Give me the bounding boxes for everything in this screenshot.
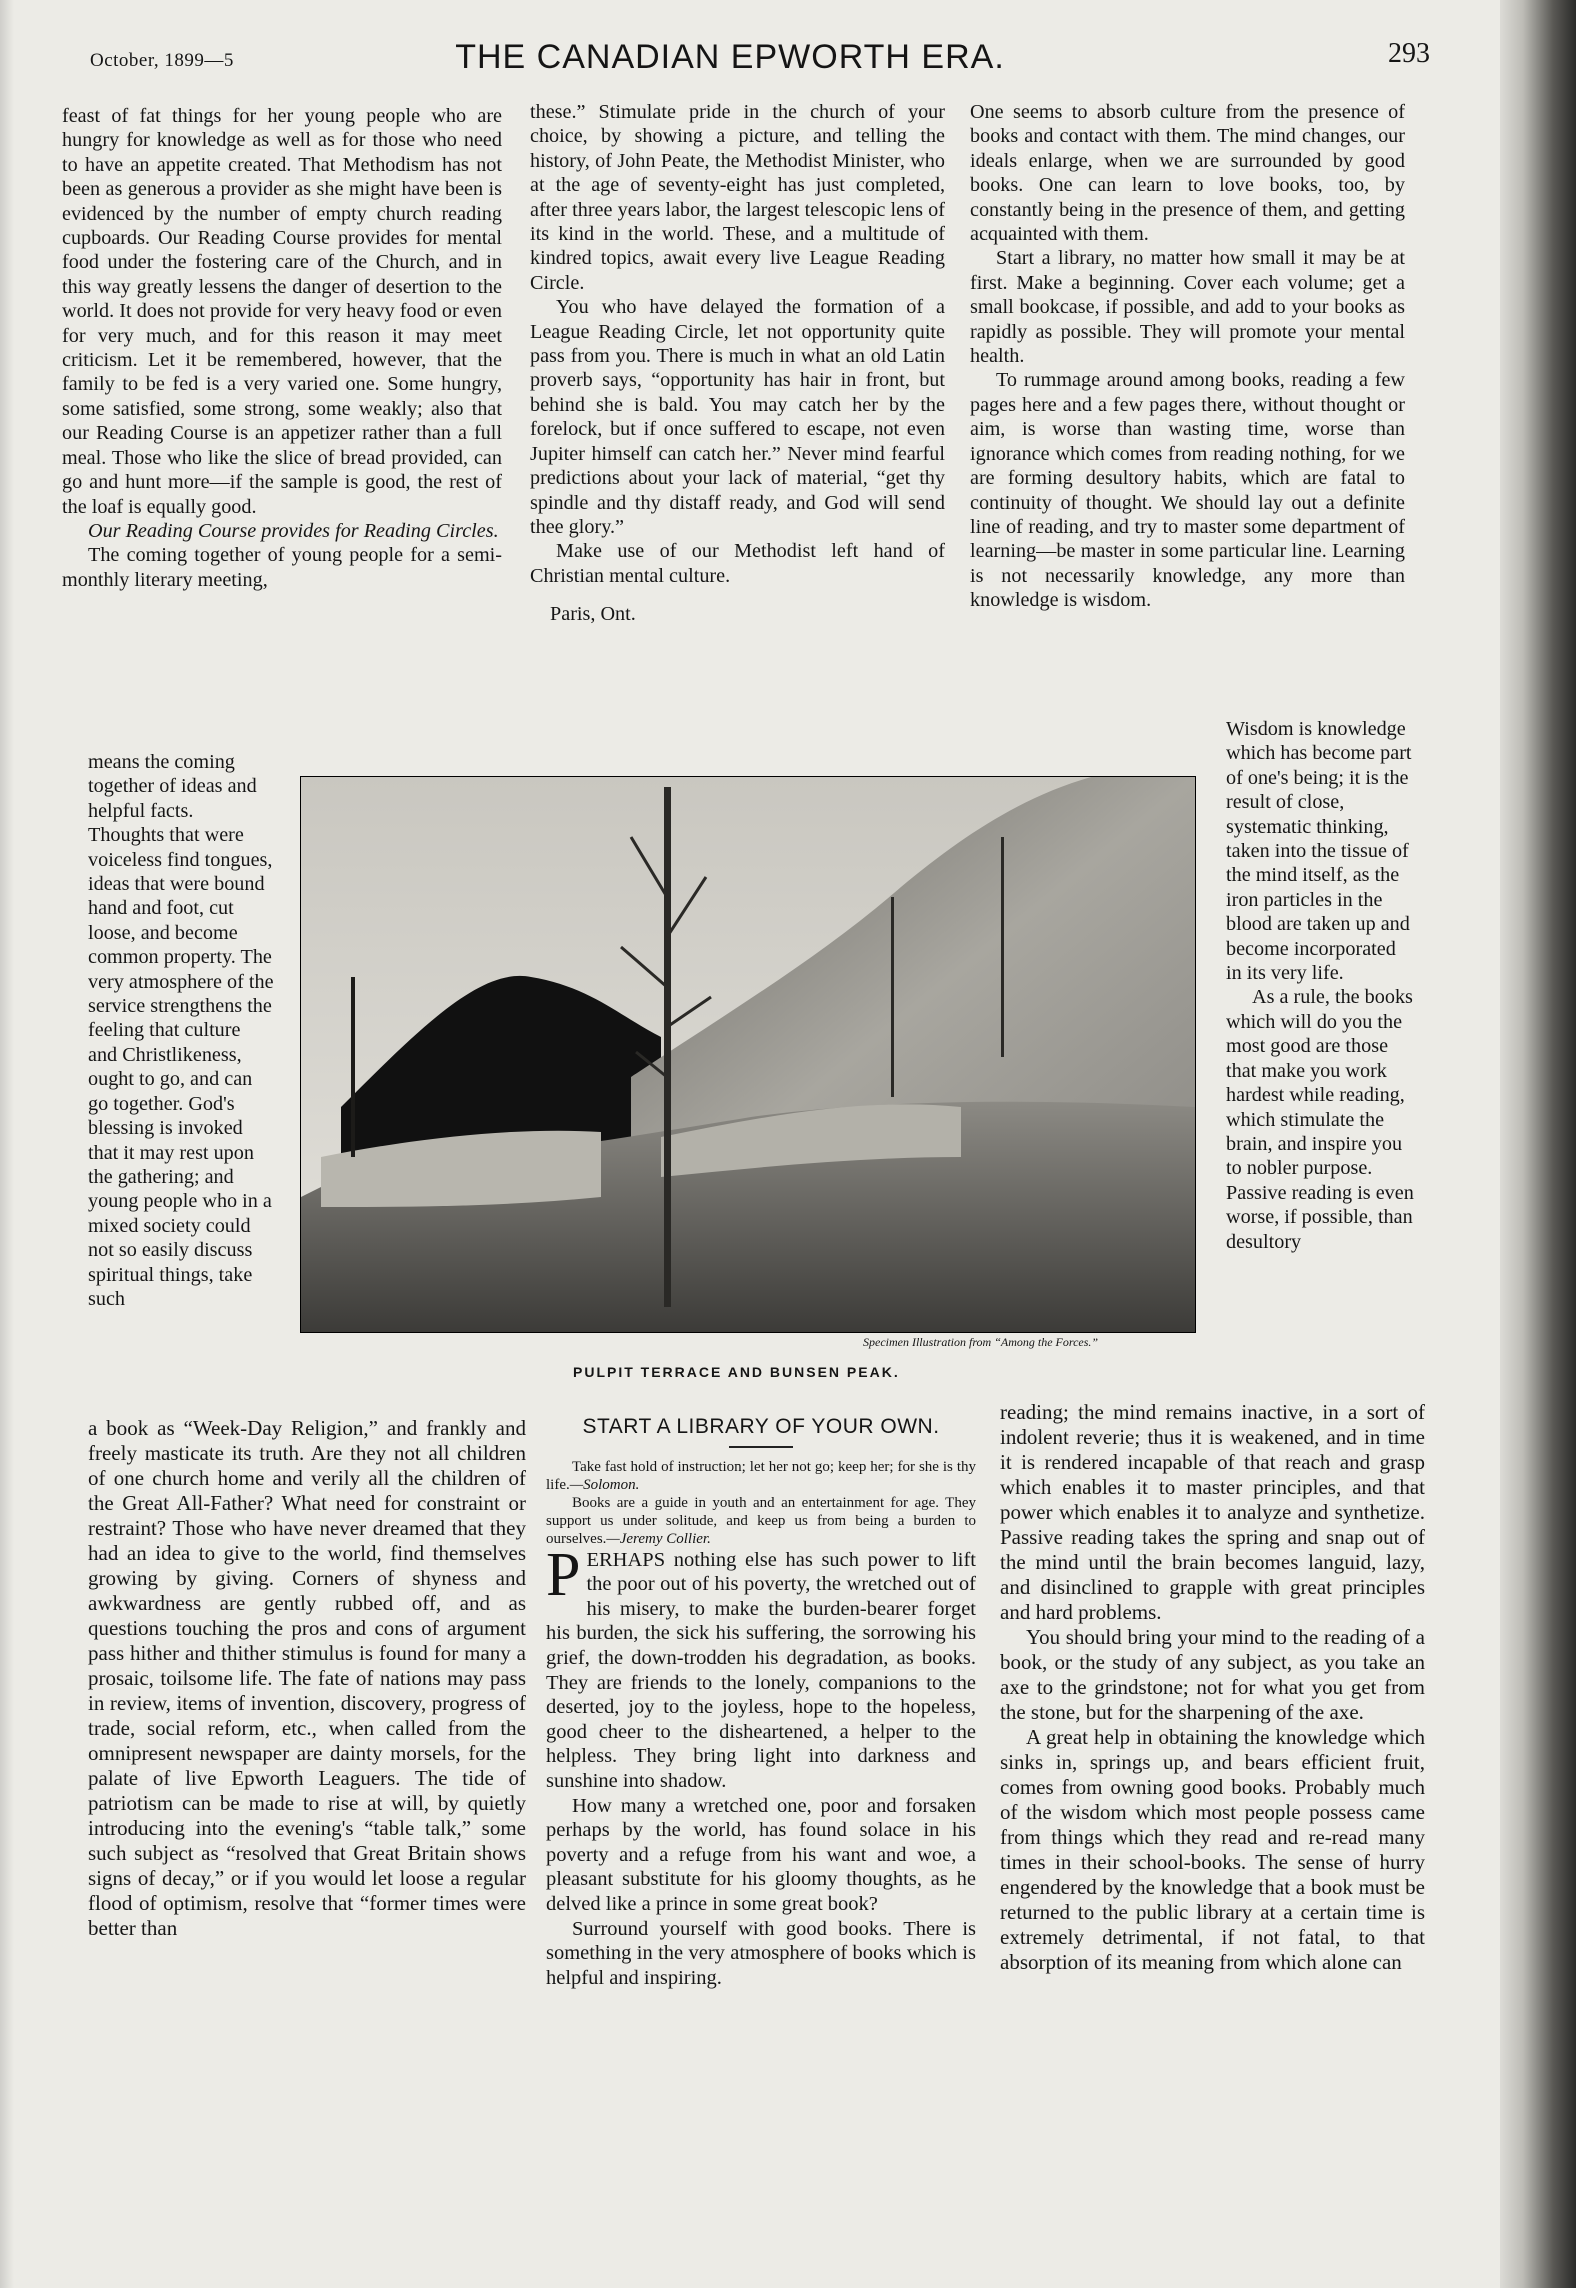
article-title: START A LIBRARY OF YOUR OWN. xyxy=(582,1415,940,1438)
paragraph: Wisdom is knowledge which has become part of one's being; it is the result of close, systematic thinking, taken into the tissue of the mind itself, as the iron particles in the blood are taken up and become incorporated in its very life. xyxy=(1226,718,1412,985)
book-binding-edge xyxy=(1500,0,1576,2288)
epigraph xyxy=(546,1458,976,1494)
subheading: Our Reading Course provides for Reading Circles. xyxy=(88,519,499,542)
header-date: October, 1899—5 xyxy=(90,50,234,71)
column-1-bottom xyxy=(88,1416,526,1941)
paragraph: One seems to absorb culture from the presence of books and contact with them. The mind changes, our ideals enlarge, when we are surrounded by good books. One can learn to love books, too, by constantly being in the presence of them, and getting acquainted with them. xyxy=(970,101,1405,246)
publication-title: THE CANADIAN EPWORTH ERA. xyxy=(455,38,1005,76)
paragraph: Start a library, no matter how small it may be at first. Make a beginning. Cover each volume; get a small bookcase, if possible, and add to your books as rapidly as possible. They will promote your mental health. xyxy=(970,247,1405,368)
paragraph: As a rule, the books which will do you the most good are those that make you work hardest while reading, which stimulate the brain, and inspire you to nobler purpose. Passive reading is even worse, if possible, than desultory xyxy=(1226,986,1414,1253)
title-rule xyxy=(729,1446,793,1448)
photo-credit: Specimen Illustration from “Among the Forces.” xyxy=(863,1335,1099,1349)
photo-caption: PULPIT TERRACE AND BUNSEN PEAK. xyxy=(573,1364,900,1380)
paragraph-text: nothing else has such power to lift the poor out of his poverty, the wretched out of his misery, to make the burden-bearer forget his burden, the sick his suffering, the sorrowing his grief, the down-trodden his degradation, as books. They are friends to the lonely, companions to the deserted, joy to the joyless, hope to the hopeless, good cheer to the disheartened, a helper to the helpless. They bring light into darkness and sunshine into shadow. xyxy=(546,1548,976,1792)
epigraph-source: —Solomon. xyxy=(569,1476,640,1493)
column-3-bottom xyxy=(1000,1400,1425,1975)
paragraph: these.” Stimulate pride in the church of your choice, by showing a picture, and telling the history, of John Peate, the Methodist Minister, who at the age of seventy-eight has just completed, after three years labor, the largest telescopic lens of its kind in the world. These, and a multitude of kindred topics, await every live League Reading Circle. xyxy=(530,101,945,294)
page-number: 293 xyxy=(1388,38,1430,69)
page-left-edge xyxy=(0,0,14,2288)
column-2 xyxy=(530,100,945,627)
epigraph-source: —Jeremy Collier. xyxy=(606,1530,711,1547)
column-3 xyxy=(970,100,1405,613)
signature: Paris, Ont. xyxy=(550,603,636,626)
paragraph xyxy=(546,1540,976,1794)
column-1 xyxy=(62,104,502,592)
epigraph-text: Take fast hold of instruction; let her not go; keep her; for she is thy life. xyxy=(546,1458,976,1493)
paragraph: a book as “Week-Day Religion,” and frankly and freely masticate its truth. Are they not all children of one church home and verily all the children of the Great All-Father? What need for constraint or restraint? Those who have never dreamed that they had an idea to give to the world, find themselves growing by giving. Corners of shyness and awkwardness are gently rubbed off, and as questions touching the pros and cons of argument pass hither and thither stimulus is found for many a prosaic, toilsome life. The fate of nations may pass in review, items of invention, discovery, progress of trade, social reform, etc., when called from the omnipresent newspaper are dainty morsels, for the palate of live Epworth Leaguers. The tide of patriotism can be made to rise at will, by quietly introducing into the evening's “table talk,” some such subject as “resolved that Great Britain shows signs of decay,” or if you would let loose a regular flood of optimism, resolve that “former times were better than xyxy=(88,1416,526,1940)
paragraph: The coming together of young people for a semi-monthly literary meeting, xyxy=(62,544,502,591)
column-3-narrow xyxy=(1226,717,1416,1254)
article-start-a-library xyxy=(546,1415,976,1990)
paragraph: How many a wretched one, poor and forsaken perhaps by the world, has found solace in his poverty and a refuge from his want and woe, a pleasant substitute for his gloomy thoughts, as he delved like a prince in some great book? xyxy=(546,1794,976,1915)
page-header xyxy=(40,38,1430,82)
epigraph xyxy=(546,1494,976,1548)
paragraph: reading; the mind remains inactive, in a sort of indolent reverie; thus it is weakened, and in time it is rendered incapable of that reach and grasp which enables it to master principles, and that power which enables it to analyze and synthetize. Passive reading takes the spring and snap out of the mind until the brain becomes languid, lazy, and disinclined to grapple with great principles and hard problems. xyxy=(1000,1400,1425,1624)
paragraph: Make use of our Methodist left hand of Christian mental culture. xyxy=(530,540,945,587)
drop-cap: P xyxy=(546,1540,581,1609)
epigraph-text: Books are a guide in youth and an entertainment for age. They support us under solitude, and keep us from being a burden to ourselves. xyxy=(546,1494,976,1547)
paragraph: A great help in obtaining the knowledge which sinks in, springs up, and bears efficient fruit, comes from owning good books. Probably much of the wisdom which most people possess came from things which they read and re-read many times in their school-books. The sense of hurry engendered by the knowledge that a book must be returned to the public library at a certain time is extremely detrimental, if not fatal, to that absorption of its meaning from which alone can xyxy=(1000,1725,1425,1974)
paragraph: You should bring your mind to the reading of a book, or the study of any subject, as you take an axe to the grindstone; not for what you get from the stone, but for the sharpening of the axe. xyxy=(1000,1625,1425,1724)
paragraph: To rummage around among books, reading a few pages here and a few pages there, without thought or aim, is worse than wasting time, worse than ignorance which comes from reading nothing, for we are forming desultory habits, which are fatal to continuity of thought. We should lay out a definite line of reading, and try to master some department of learning—be master in some particular line. Learning is not necessarily knowledge, any more than knowledge is wisdom. xyxy=(970,369,1405,612)
paragraph: feast of fat things for her young people who are hungry for knowledge as well as for those who need to have an appetite created. That Methodism has not been as generous a provider as she might have been is evidenced by the number of empty church reading cupboards. Our Reading Course provides for mental food under the fostering care of the Church, and in this way greatly lessens the danger of desertion to the world. It does not provide for very heavy food or even for very much, and for this reason it may meet criticism. Let it be remembered, however, that the family to be fed is a very varied one. Some hungry, some satisfied, some strong, some weakly; also that our Reading Course is an appetizer rather than a full meal. Those who like the slice of bread provided, can go and hunt more—if the sample is good, the rest of the loaf is equally good. xyxy=(62,105,502,518)
first-word: ERHAPS xyxy=(586,1548,666,1571)
paragraph: You who have delayed the formation of a League Reading Circle, let not opportunity quite pass from you. There is much in what an old Latin proverb says, “opportunity has hair in front, but behind she is bald. You may catch her by the forelock, but if once suffered to escape, not even Jupiter himself can catch her.” Never mind fearful predictions about your lack of material, “get thy spindle and thy distaff ready, and God will send thee glory.” xyxy=(530,296,945,538)
paragraph: means the coming together of ideas and helpful facts. Thoughts that were voiceless find tongues, ideas that were bound hand and foot, cut loose, and become common property. The very atmosphere of the service strengthens the feeling that culture and Christlikeness, ought to go, and can go together. God's blessing is invoked that it may rest upon the gathering; and young people who in a mixed society could not so easily discuss spiritual things, take such xyxy=(88,751,274,1310)
paragraph: Surround yourself with good books. There is something in the very atmosphere of books which is helpful and inspiring. xyxy=(546,1917,976,1989)
column-1-narrow xyxy=(88,750,274,1311)
landscape-photograph xyxy=(300,776,1196,1333)
